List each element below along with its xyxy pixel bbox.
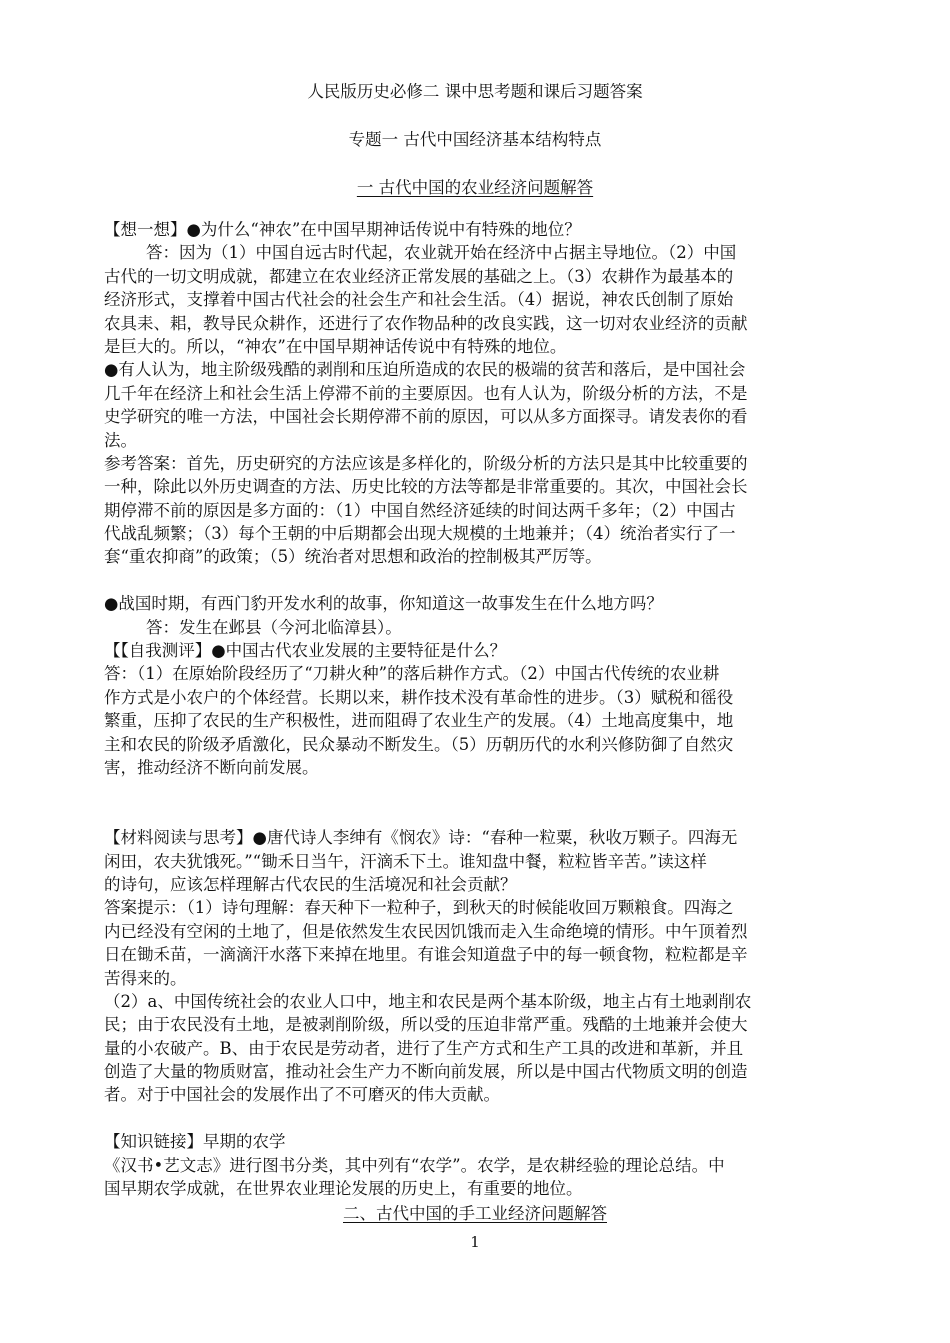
- text-line: ●有人认为，地主阶级残酷的剥削和压迫所造成的农民的极端的贫苦和落后，是中国社会: [104, 360, 746, 380]
- text-line: 是巨大的。所以，“神农”在中国早期神话传说中有特殊的地位。: [104, 336, 567, 356]
- text-line: 答案提示：（1）诗句理解：春天种下一粒种子，到秋天的时候能收回万颗粮食。四海之: [104, 898, 734, 918]
- text-line: 创造了大量的物质财富，推动社会生产力不断向前发展，所以是中国古代物质文明的创造: [104, 1062, 748, 1082]
- text-line: 主和农民的阶级矛盾激化，民众暴动不断发生。（5）历朝历代的水利兴修防御了自然灾: [104, 734, 734, 754]
- document-title: 人民版历史必修二 课中思考题和课后习题答案: [307, 82, 643, 101]
- text-line: 【知识链接】早期的农学: [104, 1132, 286, 1152]
- blank-line: [104, 1107, 854, 1130]
- text-line: 答：发生在邺县（今河北临漳县）。: [104, 617, 402, 637]
- text-line: 内已经没有空闲的土地了，但是依然发生农民因饥饿而走入生命绝境的情形。中午顶着烈: [104, 921, 748, 941]
- text-line: 作方式是小农户的个体经营。长期以来，耕作技术没有革命性的进步。（3）赋税和徭役: [104, 687, 734, 707]
- text-line: （2）a、中国传统社会的农业人口中，地主和农民是两个基本阶级，地主占有土地剥削农: [104, 991, 752, 1011]
- text-line: 害，推动经济不断向前发展。: [104, 757, 319, 777]
- text-line: 的诗句，应该怎样理解古代农民的生活境况和社会贡献？: [104, 874, 517, 894]
- text-line: 闲田，农夫犹饿死。”“锄禾日当午，汗滴禾下土。谁知盘中餐，粒粒皆辛苦。”读这样: [104, 851, 707, 871]
- text-line: 一种，除此以外历史调查的方法、历史比较的方法等都是非常重要的。其次，中国社会长: [104, 477, 748, 497]
- text-line: 法。: [104, 430, 137, 450]
- text-line: 者。对于中国社会的发展作出了不可磨灭的伟大贡献。: [104, 1085, 500, 1105]
- text-line: 日在锄禾苗，一滴滴汗水落下来掉在地里。有谁会知道盘子中的每一顿食物，粒粒都是辛: [104, 945, 748, 965]
- text-line: 几千年在经济上和社会生活上停滞不前的主要原因。也有人认为，阶级分析的方法，不是: [104, 383, 748, 403]
- text-line: 参考答案：首先，历史研究的方法应该是多样化的，阶级分析的方法只是其中比较重要的: [104, 453, 748, 473]
- text-line: 【【自我测评】●中国古代农业发展的主要特征是什么？: [104, 641, 507, 661]
- text-line: 【材料阅读与思考】●唐代诗人李绅有《悯农》诗：“春种一粒粟，秋收万颗子。四海无: [104, 828, 738, 848]
- text-line: 国早期农学成就，在世界农业理论发展的历史上，有重要的地位。: [104, 1179, 583, 1199]
- section-1-heading: 一 古代中国的农业经济问题解答: [356, 178, 594, 197]
- text-line: 量的小农破产。B、由于农民是劳动者，进行了生产方式和生产工具的改进和革新，并且: [104, 1038, 744, 1058]
- text-line: 古代的一切文明成就，都建立在农业经济正常发展的基础之上。（3）农耕作为最基本的: [104, 266, 734, 286]
- blank-line: [104, 779, 854, 802]
- text-line: 答：（1）在原始阶段经历了“刀耕火种”的落后耕作方式。（2）中国古代传统的农业耕: [104, 664, 720, 684]
- page-number: 1: [470, 1233, 480, 1251]
- topic-heading: 专题一 古代中国经济基本结构特点: [348, 130, 602, 149]
- text-line: 民；由于农民没有土地，是被剥削阶级，所以受的压迫非常严重。残酷的土地兼并会使大: [104, 1015, 748, 1035]
- text-line: ●战国时期，有西门豹开发水利的故事，你知道这一故事发生在什么地方吗？: [104, 594, 663, 614]
- text-line: 繁重，压抑了农民的生产积极性，进而阻碍了农业生产的发展。（4）土地高度集中，地: [104, 711, 734, 731]
- section-2-heading: 二、古代中国的手工业经济问题解答: [343, 1204, 607, 1223]
- text-line: 【想一想】●为什么“神农”在中国早期神话传说中有特殊的地位？: [104, 220, 581, 239]
- text-line: 期停滞不前的原因是多方面的：（1）中国自然经济延续的时间达两千多年；（2）中国古: [104, 500, 736, 520]
- body-text: [104, 218, 854, 1200]
- text-line: 经济形式，支撑着中国古代社会的社会生产和社会生活。（4）据说，神农氏创制了原始: [104, 290, 734, 310]
- text-line: 代战乱频繁；（3）每个王朝的中后期都会出现大规模的土地兼并；（4）统治者实行了一: [104, 524, 736, 544]
- text-line: 史学研究的唯一方法，中国社会长期停滞不前的原因，可以从多方面探寻。请发表你的看: [104, 407, 748, 427]
- text-line: 农具耒、耜，教导民众耕作，还进行了农作物品种的改良实践，这一切对农业经济的贡献: [104, 313, 748, 333]
- text-line: 答：因为（1）中国自远古时代起，农业就开始在经济中占据主导地位。（2）中国: [104, 243, 737, 263]
- text-line: 《汉书•艺文志》进行图书分类，其中列有“农学”。农学，是农耕经验的理论总结。中: [104, 1155, 725, 1175]
- blank-line: [104, 803, 854, 826]
- blank-line: [104, 569, 854, 592]
- text-line: 苦得来的。: [104, 968, 187, 988]
- text-line: 套“重农抑商”的政策；（5）统治者对思想和政治的控制极其严厉等。: [104, 547, 602, 567]
